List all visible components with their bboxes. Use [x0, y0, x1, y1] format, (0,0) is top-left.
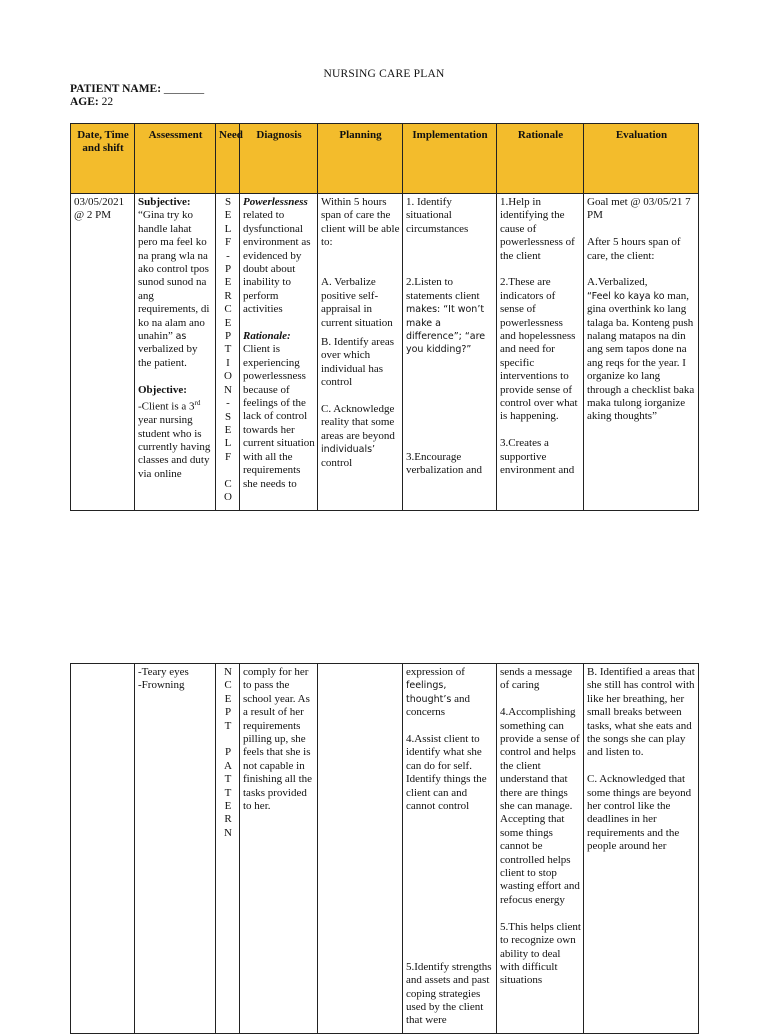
objective-text-a: -Client is a 3: [138, 400, 195, 413]
assessment-signs: -Teary eyes -Frowning: [138, 666, 189, 692]
assessment-cell: [135, 194, 216, 511]
need-letter: [219, 733, 237, 746]
implementation-3-start: expression of: [406, 666, 465, 678]
need-letter: C: [224, 477, 232, 490]
need-letter: -: [226, 249, 230, 262]
rationale-cell: [497, 194, 584, 511]
need-letter: E: [224, 800, 232, 813]
diagnosis-text: related to dysfunctional environment as evidenced by doubt about inability to perform activities: [243, 209, 311, 316]
planning-b: B. Identify areas over which individual has control: [321, 336, 394, 389]
need-letter: T: [224, 343, 232, 356]
need-letter: N: [224, 826, 232, 839]
implementation-2-hand: makes: “It won’t make a difference”; “are you kidding?”: [406, 304, 486, 356]
age-value: 22: [101, 96, 114, 108]
rationale-cell: [497, 664, 584, 1034]
diagnosis-cell: [240, 194, 318, 511]
implementation-5: 5.Identify strengths and assets and past coping strategies used by the client that were: [406, 960, 492, 1027]
subjective-label: Subjective:: [138, 196, 191, 208]
planning-intro: Within 5 hours span of care the client will be able to:: [321, 196, 400, 249]
implementation-4: 4.Assist client to identify what she can do for self. Identify things the client can and cannot control: [406, 733, 487, 813]
need-letter: I: [226, 356, 230, 369]
need-letter: P: [224, 706, 232, 719]
need-letter: -: [226, 397, 230, 410]
implementation-3-hand: feelings, thought’s: [406, 680, 452, 705]
planning-c-end: control: [321, 456, 353, 469]
table-row: [71, 194, 699, 511]
objective-sup: rd: [194, 399, 201, 408]
header-rationale: Rationale: [497, 124, 584, 194]
implementation-3-end: and concerns: [406, 692, 470, 719]
implementation-1: 1. Identify situational circumstances: [406, 196, 469, 235]
need-letter: S: [224, 196, 232, 208]
subjective-tail: verbalized by the patient.: [138, 343, 198, 369]
implementation-cell: [403, 194, 497, 511]
header-implementation: Implementation: [403, 124, 497, 194]
need-letter: E: [224, 423, 232, 436]
evaluation-goal: Goal met @ 03/05/21 7 PM: [587, 196, 691, 222]
assessment-cell: [135, 664, 216, 1034]
need-letter: N: [224, 383, 232, 396]
need-letter: T: [224, 786, 232, 799]
implementation-2-start: 2.Listen to statements client: [406, 276, 480, 302]
need-letter: T: [224, 773, 232, 786]
subjective-as: as: [175, 331, 187, 343]
need-letter: P: [224, 330, 232, 343]
patient-name-label: PATIENT NAME:: [70, 83, 162, 95]
diagnosis-rationale-text: Client is experiencing powerlessness because of feelings of the lack of control towards her current situation with all the requirements she needs to: [243, 343, 315, 490]
need-letter: F: [224, 450, 232, 463]
need-letter: E: [224, 209, 232, 222]
rationale-1: 1.Help in identifying the cause of powerlessness of the client: [500, 196, 575, 262]
diagnosis-cell: [240, 664, 318, 1034]
need-letter: A: [224, 759, 232, 772]
table-row: [71, 664, 699, 1034]
implementation-3: 3.Encourage verbalization and: [406, 450, 483, 477]
age-label: AGE:: [70, 96, 99, 108]
patient-name-line: [70, 83, 204, 96]
need-letter: P: [224, 263, 232, 276]
rationale-3-cont: sends a message of caring: [500, 666, 573, 692]
need-letter: E: [224, 316, 232, 329]
need-letter: O: [224, 370, 232, 383]
diagnosis-title: Powerlessness: [243, 196, 308, 208]
header-diagnosis: Diagnosis: [240, 124, 318, 194]
diagnosis-rationale-label: Rationale:: [243, 330, 291, 343]
planning-c-start: C. Acknowledge reality that some areas are beyond: [321, 403, 395, 442]
need-letter: L: [224, 437, 232, 450]
need-letter: C: [224, 303, 232, 316]
objective-label: Objective:: [138, 383, 187, 396]
need-letter: R: [224, 813, 232, 826]
evaluation-a-hand: “Feel ko kaya ko: [587, 290, 665, 302]
need-letter: E: [224, 692, 232, 705]
header-date: Date, Time and shift: [71, 124, 135, 194]
subjective-text: “Gina try ko handle lahat pero ma feel ko na prang wla na ako control tpos sunod sunod na ang requirements, di ko na alam ano unahin”: [138, 209, 210, 343]
header-assessment: Assessment: [135, 124, 216, 194]
need-letter: O: [224, 490, 232, 503]
need-letter: P: [224, 746, 232, 759]
planning-cell: [318, 194, 403, 511]
evaluation-after: After 5 hours span of care, the client:: [587, 236, 681, 262]
rationale-2: 2.These are indicators of sense of powerlessness and hopelessness and need for specific interventions to provide sense of control over what is happening.: [500, 276, 578, 423]
care-plan-table-part2: [70, 663, 699, 1034]
evaluation-b: B. Identified a areas that she still has control with like her breathing, her small breaks between tasks, what she eats and the songs she can play and listen to.: [587, 666, 695, 759]
planning-cell: [318, 664, 403, 1034]
need-letter: E: [224, 276, 232, 289]
date-cell: [71, 194, 135, 511]
evaluation-a-end: man, gina overthink ko lang talaga ba. Konteng push nalang matapos na din ang sem tapos done na ang reqs for the year. I organize ko lang through a checklist baka maka tulong iorganize aking thoughts”: [587, 289, 695, 423]
need-cell: [216, 664, 240, 1034]
need-letter: C: [224, 679, 232, 692]
need-letter: [219, 464, 237, 477]
need-letter: L: [224, 222, 232, 235]
evaluation-cell: [584, 194, 699, 511]
planning-a: A. Verbalize positive self-appraisal in current situation: [321, 276, 393, 329]
patient-name-value: _______: [163, 83, 205, 95]
need-letter: R: [224, 289, 232, 302]
evaluation-c: C. Acknowledged that some things are beyond her control like the deadlines in her requirements and the people around her: [587, 773, 692, 853]
header-need: Need: [216, 124, 240, 194]
need-letter: T: [224, 719, 232, 732]
evaluation-a-start: A.Verbalized,: [587, 276, 648, 289]
date-cell: [71, 664, 135, 1034]
diagnosis-continued: comply for her to pass the school year. As a result of her requirements pilling up, she feels that she is not capable in finishing all the tasks provided to her.: [243, 666, 313, 813]
need-letter: N: [224, 666, 232, 678]
evaluation-cell: [584, 664, 699, 1034]
header-evaluation: Evaluation: [584, 124, 699, 194]
rationale-3: 3.Creates a supportive environment and: [500, 437, 575, 477]
header-planning: Planning: [318, 124, 403, 194]
date-text: 03/05/2021 @ 2 PM: [74, 196, 125, 222]
document-title: NURSING CARE PLAN: [323, 68, 445, 80]
rationale-4: 4.Accomplishing something can provide a sense of control and helps the client understand that there are things she can manage. Accepting that some things cannot be controlled helps client to stop wasting effort and refocus energy: [500, 706, 580, 906]
care-plan-table-part1: [70, 123, 699, 511]
header-row: [71, 124, 699, 194]
implementation-cell: [403, 664, 497, 1034]
need-cell: [216, 194, 240, 511]
need-letter: S: [224, 410, 232, 423]
objective-text-b: year nursing student who is currently having classes and duty via online: [138, 414, 211, 480]
age-line: [70, 96, 113, 109]
rationale-5: 5.This helps client to recognize own ability to deal with difficult situations: [500, 920, 581, 987]
planning-c-hand: individuals’: [321, 444, 376, 456]
need-letter: F: [224, 236, 232, 249]
